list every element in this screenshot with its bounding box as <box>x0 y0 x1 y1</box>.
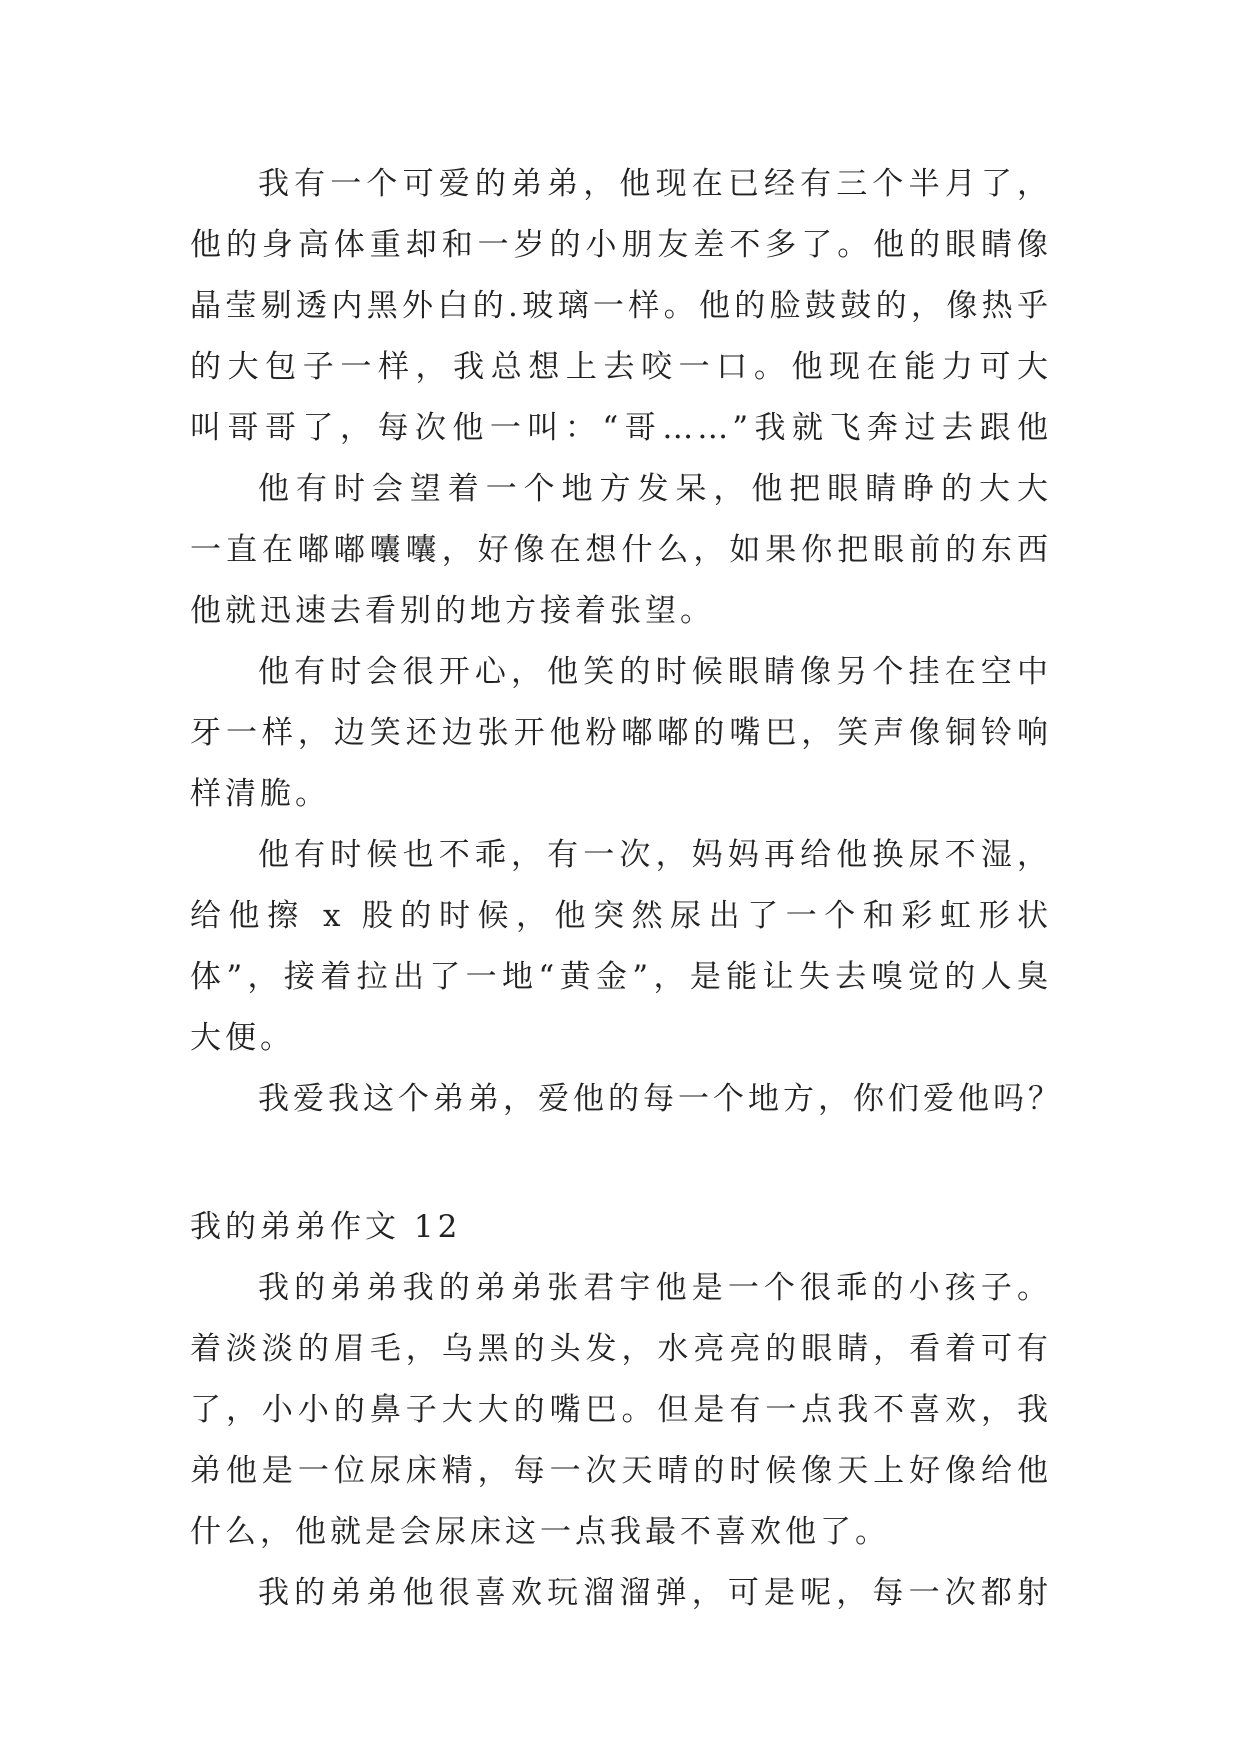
text-line: 弟他是一位尿床精，每一次天晴的时候像天上好像给他 <box>190 1453 1052 1489</box>
text-line: 晶莹剔透内黑外白的.玻璃一样。他的脸鼓鼓的，像热乎 <box>190 288 1052 324</box>
text-line: 了，小小的鼻子大大的嘴巴。但是有一点我不喜欢，我 <box>190 1392 1052 1428</box>
text-line: 体”，接着拉出了一地“黄金”，是能让失去嗅觉的人臭 <box>190 959 1052 995</box>
text-line: 一直在嘟嘟囔囔，好像在想什么，如果你把眼前的东西 <box>190 532 1052 568</box>
text-line: 我爱我这个弟弟，爱他的每一个地方，你们爱他吗？ <box>258 1081 1063 1117</box>
text-line: 他就迅速去看别的地方接着张望。 <box>190 593 715 629</box>
text-line: 叫哥哥了，每次他一叫：“哥……”我就飞奔过去跟他 <box>190 410 1052 446</box>
paragraph-4 <box>190 825 1052 1069</box>
text-line: 给他擦 x 股的时候，他突然尿出了一个和彩虹形状 <box>190 898 1052 934</box>
paragraph-5 <box>190 1069 1063 1130</box>
paragraph-6 <box>190 1258 1052 1563</box>
text-line: 样清脆。 <box>190 776 330 812</box>
text-line: 大便。 <box>190 1020 295 1056</box>
paragraph-7 <box>190 1563 1052 1624</box>
text-line: 什么，他就是会尿床这一点我最不喜欢他了。 <box>190 1514 890 1550</box>
section-heading: 我的弟弟作文 12 <box>190 1209 462 1245</box>
text-line: 他有时候也不乖，有一次，妈妈再给他换尿不湿， <box>258 837 1052 873</box>
text-line: 牙一样，边笑还边张开他粉嘟嘟的嘴巴，笑声像铜铃响 <box>190 715 1052 751</box>
text-line: 着淡淡的眉毛，乌黑的头发，水亮亮的眼睛，看着可有 <box>190 1331 1052 1367</box>
paragraph-1 <box>190 154 1052 459</box>
text-line: 他有时会望着一个地方发呆，他把眼睛睁的大大 <box>258 471 1052 507</box>
text-line: 我的弟弟他很喜欢玩溜溜弹，可是呢，每一次都射 <box>258 1575 1052 1611</box>
text-line: 他的身高体重却和一岁的小朋友差不多了。他的眼睛像 <box>190 227 1052 263</box>
paragraph-3 <box>190 642 1052 825</box>
document-body <box>190 154 1063 1624</box>
text-line: 我的弟弟我的弟弟张君宇他是一个很乖的小孩子。 <box>258 1270 1052 1306</box>
text-line: 他有时会很开心，他笑的时候眼睛像另个挂在空中 <box>258 654 1052 690</box>
text-line: 的大包子一样，我总想上去咬一口。他现在能力可大 <box>190 349 1052 385</box>
text-line: 我有一个可爱的弟弟，他现在已经有三个半月了， <box>258 166 1052 202</box>
paragraph-2 <box>190 459 1052 642</box>
